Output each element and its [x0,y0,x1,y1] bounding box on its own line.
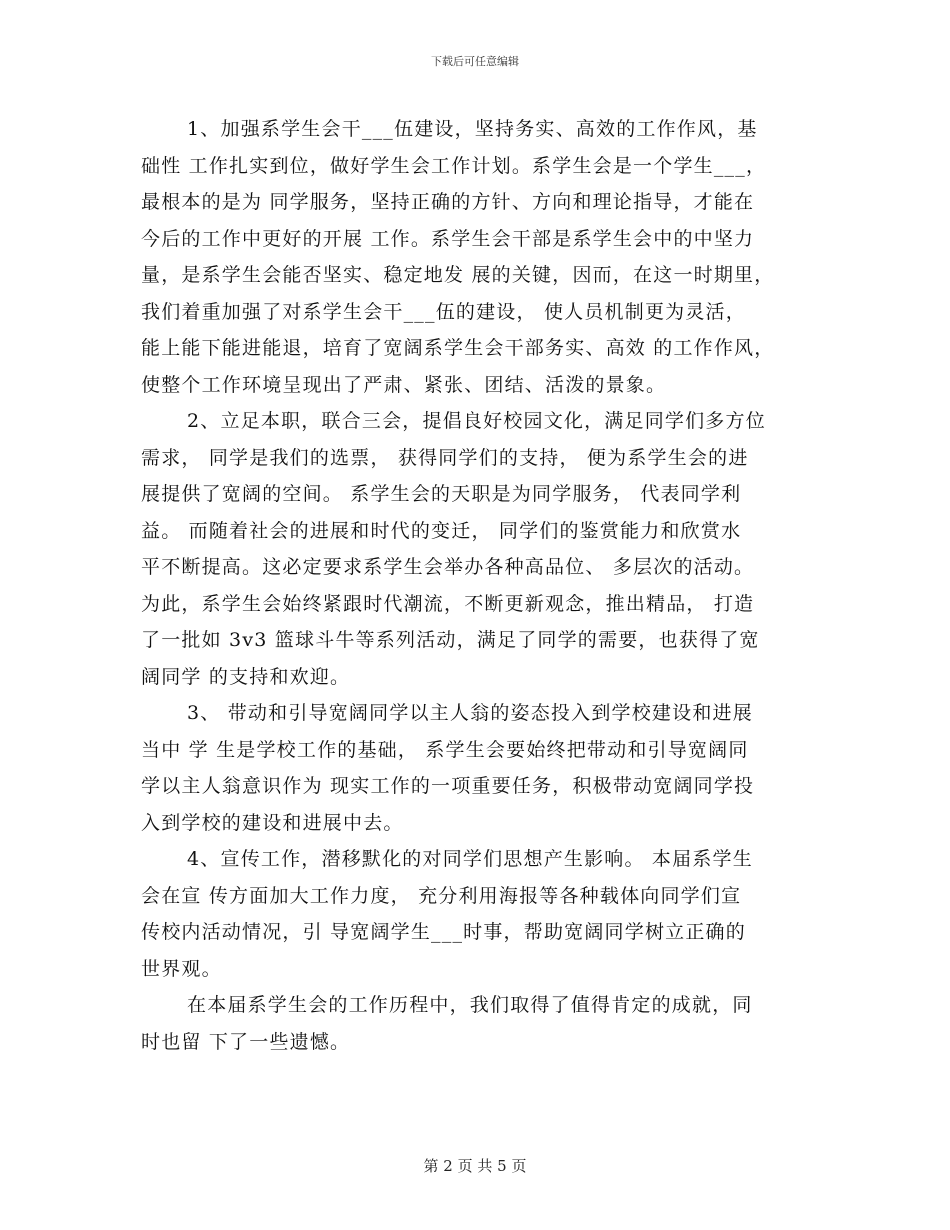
text-line: 了一批如 3v3 篮球斗牛等系列活动，满足了同学的需要，也获得了宽 [141,629,760,651]
text-line: 最根本的是为 同学服务，坚持正确的方针、方向和理论指导，才能在 [141,191,755,213]
text-line: 今后的工作中更好的开展 工作。系学生会干部是系学生会中的中坚力 [141,227,755,250]
text-line: 当中 学 生是学校工作的基础， 系学生会要始终把带动和引导宽阔同 [141,738,749,761]
text-line: 我们着重加强了对系学生会干___伍的建设， 使人员机制更为灵活， [141,300,746,323]
text-line: 使整个工作环境呈现出了严肃、紧张、团结、活泼的景象。 [141,373,667,396]
text-line: 阔同学 的支持和欢迎。 [141,665,351,688]
text-line: 在本届系学生会的工作历程中，我们取得了值得肯定的成就，同 [187,994,753,1016]
text-line: 世界观。 [141,957,222,980]
paragraph-3 [141,695,831,841]
paragraph-5 [141,987,831,1060]
text-line: 平不断提高。这必定要求系学生会举办各种高品位、 多层次的活动。 [141,556,755,578]
text-line: 量，是系学生会能否坚实、稳定地发 展的关键，因而，在这一时期里， [141,264,775,286]
text-line: 传校内活动情况，引 导宽阔学生___时事，帮助宽阔同学树立正确的 [141,921,746,943]
text-line: 时也留 下了一些遗憾。 [141,1030,351,1053]
paragraph-1 [141,111,831,403]
text-line: 3、 带动和引导宽阔同学以主人翁的姿态投入到学校建设和进展 [187,702,753,724]
text-line: 1、加强系学生会干___伍建设，坚持务实、高效的工作作风，基 [187,118,758,140]
text-line: 展提供了宽阔的空间。 系学生会的天职是为同学服务， 代表同学利 [141,483,742,505]
document-body [141,111,831,1060]
text-line: 需求， 同学是我们的选票， 获得同学们的支持， 便为系学生会的进 [141,446,749,469]
text-line: 础性 工作扎实到位，做好学生会工作计划。系学生会是一个学生___， [141,154,767,177]
text-line: 2、立足本职，联合三会，提倡良好校园文化，满足同学们多方位 [187,410,766,432]
paragraph-4 [141,841,831,987]
paragraph-2 [141,403,831,695]
text-line: 入到学校的建设和进展中去。 [141,811,404,834]
text-line: 益。 而随着社会的进展和时代的变迁， 同学们的鉴赏能力和欣赏水 [141,519,742,542]
text-line: 为此，系学生会始终紧跟时代潮流，不断更新观念，推出精品， 打造 [141,592,755,615]
page-footer: 第 2 页 共 5 页 [423,1157,527,1175]
text-line: 会在宣 传方面加大工作力度， 充分利用海报等各种载体向同学们宣 [141,884,742,907]
text-line: 能上能下能进能退，培育了宽阔系学生会干部务实、高效 的工作作风， [141,337,775,359]
text-line: 4、宣传工作，潜移默化的对同学们思想产生影响。 本届系学生 [187,848,753,870]
page-header: 下载后可任意编辑 [431,55,519,68]
text-line: 学以主人翁意识作为 现实工作的一项重要任务，积极带动宽阔同学投 [141,775,755,797]
